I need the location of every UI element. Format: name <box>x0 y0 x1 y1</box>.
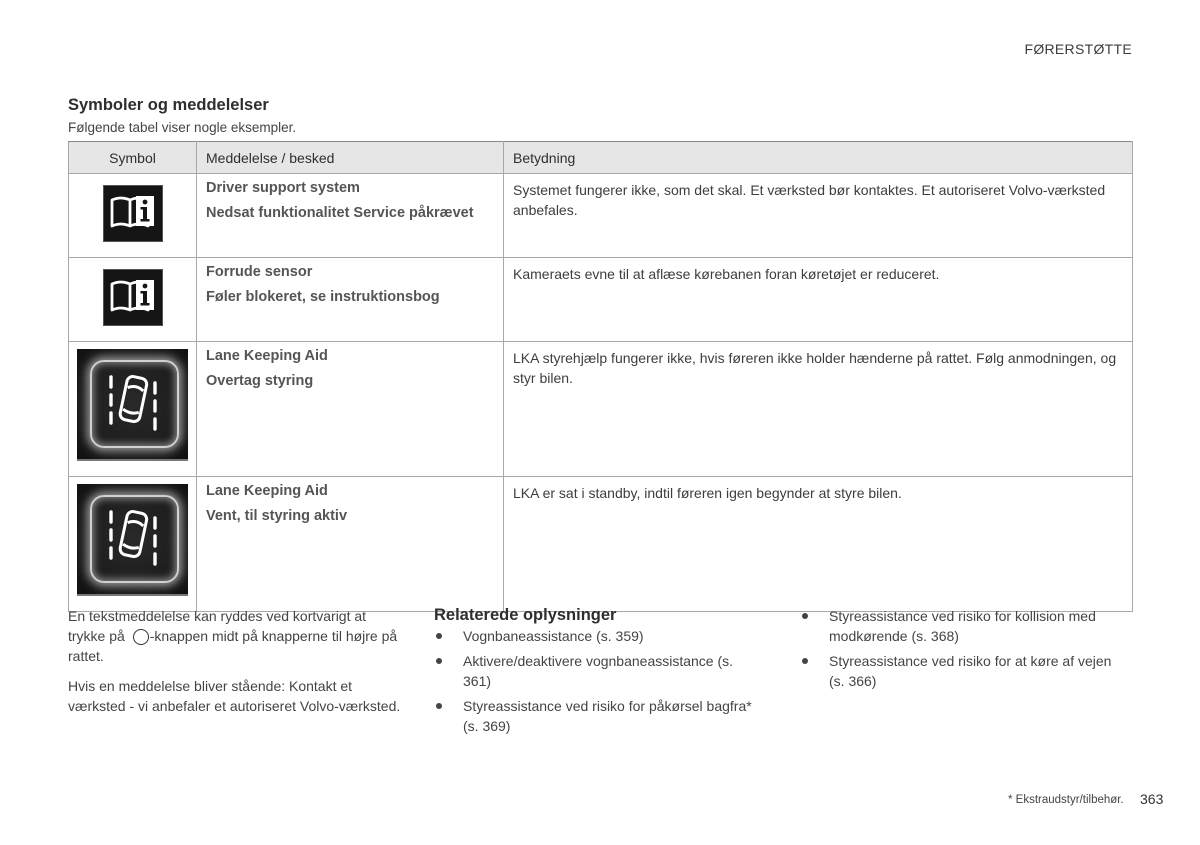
meaning-cell: LKA er sat i standby, indtil føreren igen begynder at styre bilen. <box>504 477 1133 612</box>
section-intro: Følgende tabel viser nogle eksempler. <box>68 120 297 135</box>
o-button-icon <box>133 629 149 645</box>
related-link[interactable]: Vognbaneassistance (s. 359) <box>434 626 764 646</box>
message-cell <box>197 174 504 258</box>
accessory-footnote: * Ekstraudstyr/tilbehør. <box>1008 794 1124 806</box>
table-row <box>69 258 1133 342</box>
column-header-message: Meddelelse / besked <box>197 142 504 174</box>
related-link[interactable]: Styreassistance ved risiko for kollision med modkørende (s. 368) <box>800 606 1130 646</box>
info-book-icon <box>103 185 163 242</box>
paragraph-text-start: En tekstmeddelelse kan ryddes ved kortvarigt at trykke på <box>68 608 367 644</box>
message-title: Driver support system <box>206 180 360 196</box>
paragraph-text-end: -knappen midt på knapperne til højre på rattet. <box>68 628 398 664</box>
related-info-title: Relaterede oplysninger <box>434 606 617 624</box>
meaning-cell: Kameraets evne til at aflæse kørebanen foran køretøjet er reduceret. <box>504 258 1133 342</box>
symbol-cell <box>69 342 197 477</box>
symbol-cell <box>69 477 197 612</box>
message-subtitle: Vent, til styring aktiv <box>206 508 348 524</box>
section-title: Symboler og meddelelser <box>68 96 269 114</box>
lane-keeping-aid-icon <box>77 484 188 596</box>
column-header-meaning: Betydning <box>504 142 1133 174</box>
related-info-list-continued <box>800 606 1130 696</box>
symbol-cell <box>69 258 197 342</box>
table-row <box>69 174 1133 258</box>
clear-message-paragraph <box>68 606 398 666</box>
message-title: Forrude sensor <box>206 264 313 280</box>
message-cell <box>197 258 504 342</box>
info-book-icon <box>103 269 163 326</box>
chapter-title: FØRERSTØTTE <box>1024 41 1132 57</box>
message-subtitle: Nedsat funktionalitet Service påkrævet <box>206 205 474 221</box>
symbol-cell <box>69 174 197 258</box>
message-subtitle: Føler blokeret, se instruktionsbog <box>206 289 440 305</box>
page-number: 363 <box>1140 791 1164 807</box>
table-row <box>69 342 1133 477</box>
column-header-symbol: Symbol <box>69 142 197 174</box>
related-link[interactable]: Styreassistance ved risiko for påkørsel bagfra* (s. 369) <box>434 696 764 736</box>
table-header-row <box>69 142 1133 174</box>
meaning-cell: Systemet fungerer ikke, som det skal. Et værksted bør kontaktes. Et autoriseret Volvo-værksted anbefales. <box>504 174 1133 258</box>
message-cell <box>197 477 504 612</box>
related-link[interactable]: Styreassistance ved risiko for at køre af vejen (s. 366) <box>800 651 1130 691</box>
persistent-message-paragraph: Hvis en meddelelse bliver stående: Kontakt et værksted - vi anbefaler et autoriseret Volvo-værksted. <box>68 678 401 714</box>
meaning-cell: LKA styrehjælp fungerer ikke, hvis føreren ikke holder hænderne på rattet. Følg anmodningen, og styr bilen. <box>504 342 1133 477</box>
message-cell <box>197 342 504 477</box>
symbols-table <box>68 141 1133 612</box>
lane-keeping-aid-icon <box>77 349 188 461</box>
message-title: Lane Keeping Aid <box>206 483 328 499</box>
related-info-list <box>434 626 764 741</box>
related-link[interactable]: Aktivere/deaktivere vognbaneassistance (s. 361) <box>434 651 764 691</box>
table-row <box>69 477 1133 612</box>
message-subtitle: Overtag styring <box>206 373 314 389</box>
message-title: Lane Keeping Aid <box>206 348 328 364</box>
